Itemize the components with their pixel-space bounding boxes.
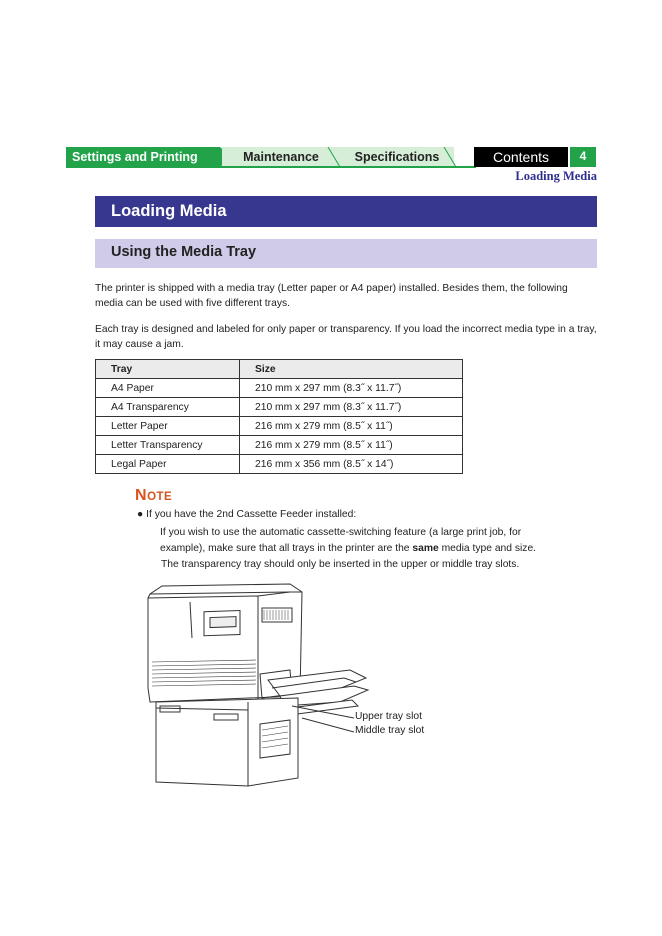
table-row [96, 436, 463, 455]
intro-paragraph: The printer is shipped with a media tray (Letter paper or A4 paper) installed. Besides them, the following media can be used with five different trays. [95, 283, 568, 309]
table-cell-size: 216 mm x 356 mm (8.5˝ x 14˝) [240, 455, 463, 474]
bullet-icon: ● [137, 509, 144, 520]
note-title [135, 487, 172, 505]
tab-settings-and-printing[interactable]: Settings and Printing [66, 147, 220, 167]
subheading-bar [95, 239, 597, 268]
table-cell-tray: Legal Paper [96, 455, 240, 474]
note-line-2-end: media type and size. [438, 543, 537, 554]
table-row [96, 417, 463, 436]
page-title: Loading Media [111, 202, 227, 220]
table-cell-tray: A4 Paper [96, 379, 240, 398]
callout-upper-tray-slot: Upper tray slot [355, 711, 422, 722]
running-head: Loading Media [515, 169, 597, 183]
warning-paragraph: Each tray is designed and labeled for only paper or transparency. If you load the incorrect media type in a tray, it may cause a jam. [95, 324, 597, 350]
table-row [96, 455, 463, 474]
tab-specifications-edge [442, 147, 456, 167]
tab-underline [66, 166, 476, 168]
column-header-tray: Tray [96, 360, 240, 379]
table-row [96, 379, 463, 398]
table-row [96, 398, 463, 417]
contents-button[interactable]: Contents [474, 147, 568, 167]
heading-bar [95, 196, 597, 227]
tab-maintenance[interactable]: Maintenance [222, 147, 340, 167]
table-cell-size: 210 mm x 297 mm (8.3˝ x 11.7˝) [240, 398, 463, 417]
callout-middle-tray-slot: Middle tray slot [355, 725, 425, 736]
note-emphasis: same [412, 543, 439, 554]
note-line-2-start: example), make sure that all trays in the printer are the [160, 543, 413, 554]
section-title: Using the Media Tray [111, 244, 257, 260]
table-cell-tray: Letter Transparency [96, 436, 240, 455]
note-title-rest: OTE [147, 491, 173, 503]
tab-maintenance-edge [326, 147, 340, 167]
table-header-row [96, 360, 463, 379]
nav-tabs [66, 147, 596, 168]
media-table [95, 359, 463, 474]
note-bullet [137, 509, 356, 520]
table-cell-size: 210 mm x 297 mm (8.3˝ x 11.7˝) [240, 379, 463, 398]
table-cell-tray: A4 Transparency [96, 398, 240, 417]
note-title-initial: N [135, 487, 148, 504]
printer-illustration [140, 578, 440, 790]
note-bullet-text: If you have the 2nd Cassette Feeder installed: [146, 509, 357, 520]
column-header-size: Size [240, 360, 463, 379]
note-line-1: If you wish to use the automatic cassette-switching feature (a large print job, for [160, 527, 522, 538]
table-cell-size: 216 mm x 279 mm (8.5˝ x 11˝) [240, 436, 463, 455]
note-line-3: The transparency tray should only be inserted in the upper or middle tray slots. [161, 559, 520, 570]
note-line-2 [160, 541, 580, 557]
table-cell-size: 216 mm x 279 mm (8.5˝ x 11˝) [240, 417, 463, 436]
tab-specifications[interactable]: Specifications [340, 147, 454, 167]
table-cell-tray: Letter Paper [96, 417, 240, 436]
page-number: 4 [570, 147, 596, 167]
